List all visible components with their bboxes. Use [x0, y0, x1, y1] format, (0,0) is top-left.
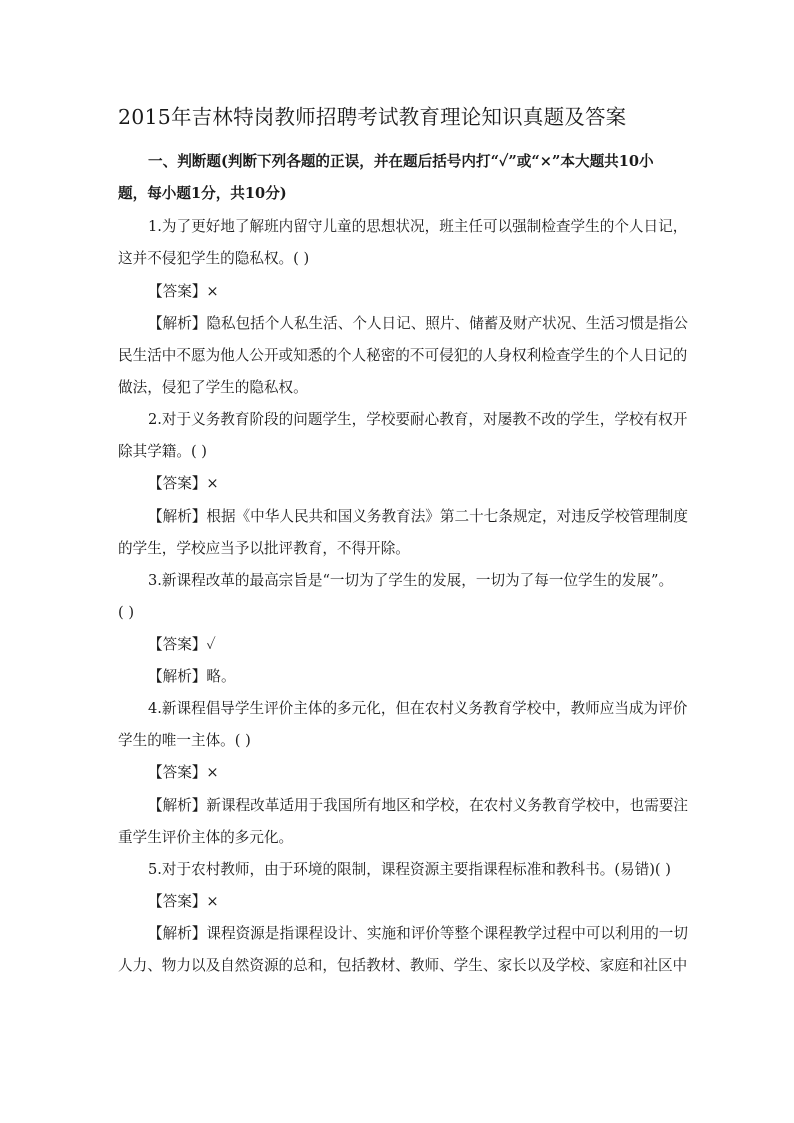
question-1-line-2: 这并不侵犯学生的隐私权。( ) — [118, 250, 310, 267]
section-heading-line-2: 题，每小题1分，共10分) — [118, 185, 287, 202]
question-3-answer: 【答案】✓ — [148, 636, 216, 653]
question-3-line-2: ( ) — [118, 604, 135, 621]
question-5-answer: 【答案】× — [148, 893, 219, 910]
question-1-analysis-line-3: 做法，侵犯了学生的隐私权。 — [118, 379, 308, 396]
question-4-answer: 【答案】× — [148, 764, 219, 781]
question-4-line-1: 4.新课程倡导学生评价主体的多元化，但在农村义务教育学校中，教师应当成为评价 — [148, 700, 688, 717]
question-3-line-1: 3.新课程改革的最高宗旨是“一切为了学生的发展，一切为了每一位学生的发展”。 — [148, 572, 674, 589]
question-2-line-1: 2.对于义务教育阶段的问题学生，学校要耐心教育，对屡教不改的学生，学校有权开 — [148, 411, 688, 428]
document-title: 2015年吉林特岗教师招聘考试教育理论知识真题及答案 — [118, 105, 627, 129]
question-5-analysis-line-1: 【解析】课程资源是指课程设计、实施和评价等整个课程教学过程中可以利用的一切 — [148, 925, 688, 942]
question-3-analysis-line-1: 【解析】略。 — [148, 668, 236, 685]
question-1-analysis-line-1: 【解析】隐私包括个人私生活、个人日记、照片、储蓄及财产状况、生活习惯是指公 — [148, 315, 688, 332]
question-2-line-2: 除其学籍。( ) — [118, 443, 207, 460]
question-4-line-2: 学生的唯一主体。( ) — [118, 732, 251, 749]
question-5-analysis-line-2: 人力、物力以及自然资源的总和，包括教材、教师、学生、家长以及学校、家庭和社区中 — [118, 957, 688, 974]
question-1-analysis-line-2: 民生活中不愿为他人公开或知悉的个人秘密的不可侵犯的人身权利检查学生的个人日记的 — [118, 347, 688, 364]
section-heading-line-1: 一、判断题(判断下列各题的正误，并在题后括号内打“✓”或“×”本大题共10小 — [148, 153, 654, 170]
question-4-analysis-line-1: 【解析】新课程改革适用于我国所有地区和学校，在农村义务教育学校中，也需要注 — [148, 797, 688, 814]
question-1-answer: 【答案】× — [148, 283, 219, 300]
question-5-line-1: 5.对于农村教师，由于环境的限制，课程资源主要指课程标准和教科书。(易错)( ) — [148, 861, 671, 878]
question-2-answer: 【答案】× — [148, 475, 219, 492]
question-4-analysis-line-2: 重学生评价主体的多元化。 — [118, 829, 294, 846]
question-2-analysis-line-2: 的学生，学校应当予以批评教育，不得开除。 — [118, 540, 410, 557]
question-2-analysis-line-1: 【解析】根据《中华人民共和国义务教育法》第二十七条规定，对违反学校管理制度 — [148, 508, 688, 525]
question-1-line-1: 1.为了更好地了解班内留守儿童的思想状况，班主任可以强制检查学生的个人日记， — [148, 218, 688, 235]
